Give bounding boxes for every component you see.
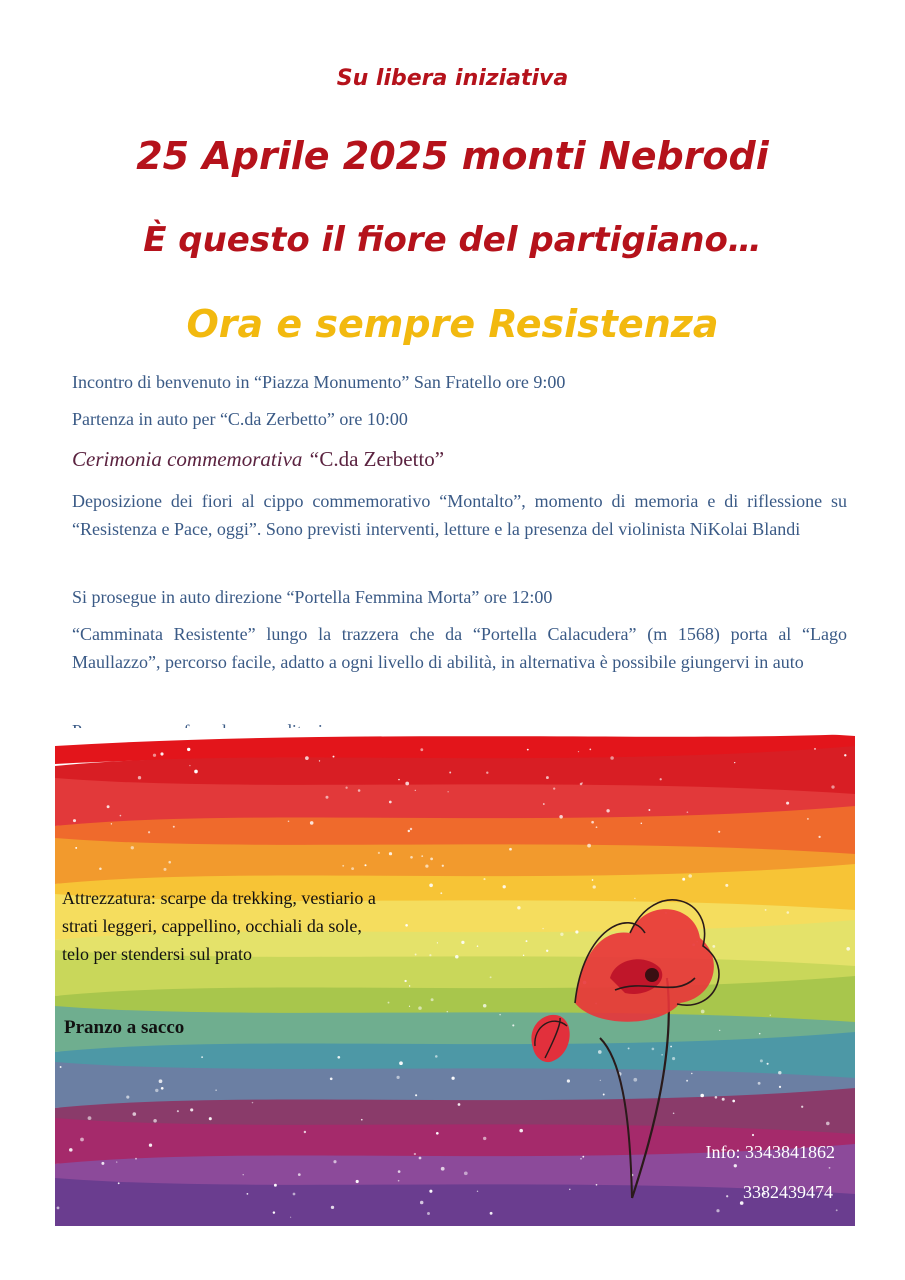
speckle xyxy=(435,1055,438,1058)
speckle xyxy=(420,748,423,751)
speckle xyxy=(118,1182,120,1184)
speckle xyxy=(405,924,408,927)
speckle xyxy=(734,762,735,763)
speckle xyxy=(610,756,614,760)
speckle xyxy=(101,1162,104,1165)
speckle xyxy=(274,1184,277,1187)
speckle xyxy=(486,772,488,774)
speckle xyxy=(752,1134,754,1136)
speckle xyxy=(661,1054,663,1056)
info-phone-1: Info: 3343841862 xyxy=(705,1142,835,1162)
speckle xyxy=(273,1211,275,1213)
speckle xyxy=(526,940,528,942)
program-deposition: Deposizione dei fiori al cippo commemorativo “Montalto”, momento di memoria e di riflessione su “Resistenza e Pace, oggi”. Sono previsti interventi, letture e la presenza del violinista NiKolai Blandi xyxy=(72,491,847,539)
ceremony-place: C.da Zerbetto” xyxy=(319,447,445,471)
speckle xyxy=(429,1190,432,1193)
speckle xyxy=(409,985,410,986)
pre-title: Su libera iniziativa xyxy=(336,66,569,91)
info-phone-2: 3382439474 xyxy=(743,1182,833,1202)
speckle xyxy=(399,1061,403,1065)
speckle xyxy=(826,1122,830,1126)
speckle xyxy=(410,856,413,859)
speckle xyxy=(591,821,594,824)
speckle xyxy=(201,1056,203,1058)
speckle xyxy=(429,954,431,956)
speckle xyxy=(455,955,459,959)
program-walk: “Camminata Resistente” lungo la trazzera che da “Portella Calacudera” (m 1568) porta al “Lago Maullazzo”, percorso facile, adatto a ogni livello di abilità, in alternativa è possibile giungervi in auto xyxy=(72,624,847,672)
speckle xyxy=(503,885,506,888)
speckle xyxy=(442,865,444,867)
speckle xyxy=(177,1110,179,1112)
speckle xyxy=(801,1106,803,1108)
speckle xyxy=(767,1063,769,1065)
speckle xyxy=(546,776,549,779)
speckle xyxy=(660,778,662,780)
speckle xyxy=(844,754,846,756)
speckle xyxy=(483,1137,486,1140)
speckle xyxy=(149,1144,152,1147)
speckle xyxy=(155,1089,158,1092)
speckle xyxy=(430,858,433,861)
speckle xyxy=(483,1004,487,1008)
speckle xyxy=(673,1113,675,1115)
speckle xyxy=(499,1014,501,1016)
speckle xyxy=(701,1010,705,1014)
program-welcome: Incontro di benvenuto in “Piazza Monumento” San Fratello ore 9:00 xyxy=(72,372,566,392)
speckle xyxy=(57,1206,60,1209)
speckle xyxy=(719,1030,720,1031)
speckle xyxy=(596,826,598,828)
speckle xyxy=(189,765,190,766)
speckle xyxy=(712,945,715,948)
program-ceremony xyxy=(72,445,842,473)
program-continue: Si prosegue in auto direzione “Portella Femmina Morta” ore 12:00 xyxy=(72,587,553,607)
speckle xyxy=(408,830,410,832)
speckle xyxy=(517,906,520,909)
speckle xyxy=(293,1193,296,1196)
speckle xyxy=(160,752,163,755)
speckle xyxy=(389,852,392,855)
speckle xyxy=(111,823,112,824)
speckle xyxy=(153,1119,157,1123)
speckle xyxy=(512,1024,514,1026)
speckle xyxy=(131,846,134,849)
speckle xyxy=(448,791,449,792)
speckle xyxy=(575,930,578,933)
subtitle: È questo il fiore del partigiano… xyxy=(143,220,762,260)
speckle xyxy=(464,1171,468,1175)
ceremony-label: Cerimonia commemorativa “ xyxy=(72,447,320,471)
speckle xyxy=(337,1056,340,1059)
speckle xyxy=(718,831,720,833)
speckle xyxy=(326,796,329,799)
speckle xyxy=(73,819,76,822)
speckle xyxy=(779,1086,781,1088)
speckle xyxy=(758,1082,761,1085)
speckle xyxy=(135,1158,137,1160)
speckle xyxy=(509,848,512,851)
speckle xyxy=(421,855,423,857)
speckle xyxy=(765,909,767,911)
speckle xyxy=(190,1108,193,1111)
speckle xyxy=(603,1094,605,1096)
speckle xyxy=(818,836,820,838)
speckle xyxy=(126,1096,129,1099)
speckle xyxy=(722,1098,725,1101)
speckle xyxy=(546,950,548,952)
speckle xyxy=(107,805,110,808)
speckle xyxy=(581,782,582,783)
speckle xyxy=(398,1180,400,1182)
speckle xyxy=(333,756,335,758)
speckle xyxy=(606,809,609,812)
speckle xyxy=(523,955,524,956)
speckle xyxy=(356,1180,359,1183)
speckle xyxy=(760,1059,763,1062)
speckle xyxy=(333,1160,336,1163)
speckle xyxy=(688,874,692,878)
speckle xyxy=(582,1156,584,1158)
speckle xyxy=(633,1078,637,1082)
program-departure: Partenza in auto per “C.da Zerbetto” ore 10:00 xyxy=(72,409,408,429)
speckle xyxy=(593,885,596,888)
speckle xyxy=(807,818,809,820)
speckle xyxy=(409,1006,410,1007)
speckle xyxy=(173,826,175,828)
speckle xyxy=(415,1094,417,1096)
speckle xyxy=(543,803,545,805)
speckle xyxy=(310,821,314,825)
speckle xyxy=(138,776,141,779)
speckle xyxy=(187,748,190,751)
speckle xyxy=(527,749,529,751)
speckle xyxy=(778,1071,781,1074)
speckle xyxy=(429,883,433,887)
speckle xyxy=(431,998,434,1001)
speckle xyxy=(598,1050,602,1054)
speckle xyxy=(578,751,579,752)
speckle xyxy=(490,976,492,978)
speckle xyxy=(447,1011,449,1013)
speckle xyxy=(80,1138,84,1142)
speckle xyxy=(358,789,361,792)
speckle xyxy=(120,815,122,817)
speckle xyxy=(243,1174,244,1175)
speckle xyxy=(592,879,594,881)
speckle xyxy=(553,787,555,789)
speckle xyxy=(672,1057,675,1060)
speckle xyxy=(99,867,102,870)
speckle xyxy=(648,809,650,811)
speckle xyxy=(414,1153,416,1155)
speckle xyxy=(652,1048,655,1051)
speckle xyxy=(153,754,156,757)
speckle xyxy=(319,760,320,761)
speckle xyxy=(559,815,563,819)
speckle xyxy=(587,844,591,848)
speckle xyxy=(305,756,309,760)
speckle xyxy=(159,1079,163,1083)
speckle xyxy=(410,828,412,830)
speckle xyxy=(388,1002,390,1004)
speckle xyxy=(836,1209,838,1211)
speckle xyxy=(398,779,399,780)
rainbow-poster xyxy=(55,728,855,1226)
speckle xyxy=(345,787,347,789)
speckle xyxy=(404,980,406,982)
speckle xyxy=(846,947,850,951)
speckle xyxy=(389,801,392,804)
speckle xyxy=(298,1173,301,1176)
speckle xyxy=(342,865,344,867)
speckle xyxy=(451,1077,454,1080)
speckle xyxy=(441,1167,445,1171)
speckle xyxy=(461,941,464,944)
speckle xyxy=(477,945,479,947)
speckle xyxy=(148,831,150,833)
speckle xyxy=(641,823,643,825)
speckle xyxy=(194,770,198,774)
speckle xyxy=(600,1080,601,1081)
speckle xyxy=(164,868,167,871)
speckle xyxy=(361,1119,363,1121)
speckle xyxy=(687,811,689,813)
speckle xyxy=(209,1117,212,1120)
speckle xyxy=(725,884,728,887)
speckle xyxy=(252,1102,253,1103)
speckle xyxy=(397,1076,400,1079)
speckle xyxy=(726,1195,728,1197)
speckle xyxy=(415,790,416,791)
speckle xyxy=(490,1212,493,1215)
speckle xyxy=(436,1132,439,1135)
speckle xyxy=(759,1033,761,1035)
speckle xyxy=(398,1170,401,1173)
speckle xyxy=(542,928,543,929)
speckle xyxy=(168,861,171,864)
speckle xyxy=(427,1212,430,1215)
motto: Ora e sempre Resistenza xyxy=(186,302,719,346)
speckle xyxy=(351,867,354,870)
speckle xyxy=(560,933,563,936)
speckle xyxy=(458,1103,461,1106)
speckle xyxy=(580,1158,582,1160)
speckle xyxy=(419,1157,422,1160)
speckle xyxy=(246,1193,248,1195)
speckle xyxy=(75,847,77,849)
speckle xyxy=(596,1184,598,1186)
speckle xyxy=(288,821,290,823)
speckle xyxy=(786,802,789,805)
speckle xyxy=(437,942,438,943)
event-title: 25 Aprile 2025 monti Nebrodi xyxy=(136,134,769,178)
speckle xyxy=(670,1046,672,1048)
speckle xyxy=(589,749,591,751)
speckle xyxy=(700,1094,704,1098)
speckle xyxy=(290,1217,291,1218)
speckle xyxy=(88,1116,92,1120)
speckle xyxy=(716,1209,719,1212)
speckle xyxy=(69,1148,73,1152)
speckle xyxy=(829,1167,831,1169)
speckle xyxy=(215,1089,216,1090)
speckle xyxy=(814,748,816,750)
speckle xyxy=(483,878,485,880)
speckle xyxy=(569,1189,570,1190)
speckle xyxy=(477,1191,478,1192)
speckle xyxy=(449,772,451,774)
speckle xyxy=(628,1047,630,1049)
speckle xyxy=(133,1112,137,1116)
speckle xyxy=(425,864,428,867)
speckle xyxy=(161,1087,164,1090)
speckle xyxy=(567,1079,570,1082)
speckle xyxy=(60,1066,62,1068)
lunch-label: Pranzo a sacco xyxy=(64,1017,185,1038)
speckle xyxy=(682,878,685,881)
speckle xyxy=(116,1161,117,1162)
speckle xyxy=(331,1206,334,1209)
speckle xyxy=(732,1100,735,1103)
speckle xyxy=(686,1080,688,1082)
speckle xyxy=(831,785,834,788)
speckle xyxy=(770,1014,771,1015)
speckle xyxy=(634,898,635,899)
speckle xyxy=(440,892,442,894)
speckle xyxy=(378,852,380,854)
speckle xyxy=(364,864,366,866)
speckle xyxy=(787,911,790,914)
speckle xyxy=(691,1073,692,1074)
speckle xyxy=(415,954,417,956)
speckle xyxy=(418,1006,422,1010)
speckle xyxy=(405,782,409,786)
speckle xyxy=(715,1096,718,1099)
speckle xyxy=(420,1201,424,1205)
speckle xyxy=(304,1131,306,1133)
speckle xyxy=(519,1129,523,1133)
equipment-text: Attrezzatura: scarpe da trekking, vestiario a strati leggeri, cappellino, occhiali da sole, telo per stendersi sul prato xyxy=(62,888,376,964)
speckle xyxy=(330,1077,333,1080)
